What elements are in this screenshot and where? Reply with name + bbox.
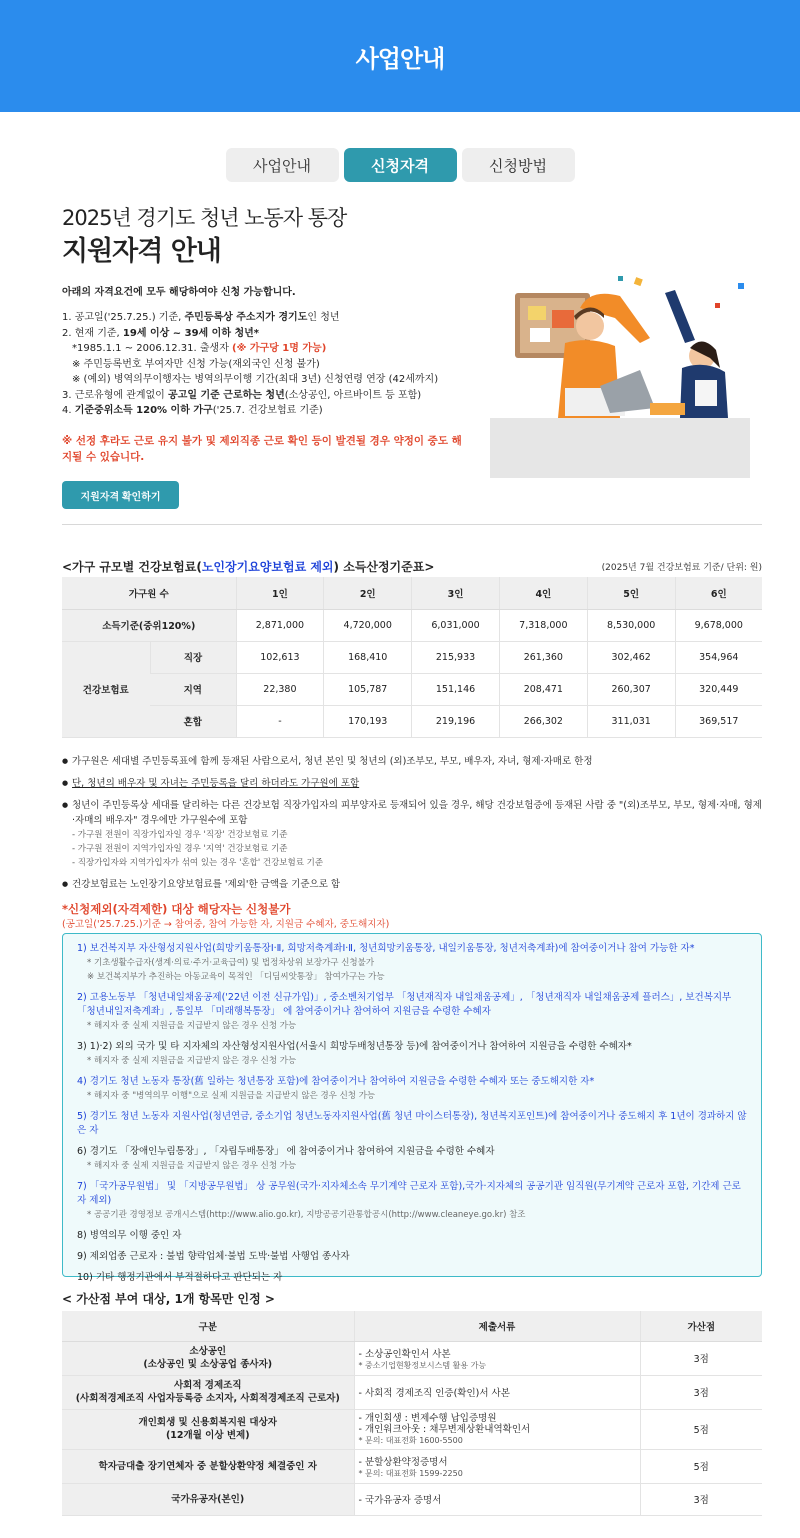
exclusion-item: 7) 「국가공무원법」 및 「지방공무원법」 상 공무원(국가·지자체소속 무기계약 근로자 포함),국가·지자체의 공공기관 임직원(무기계약 근로자 포함, 기간제 근로자 제외) * 공공기관 경영정보 공개시스템(http://www.alio.go.kr), 지방공공기관통합공시(http://www.cleaneye.go.kr) 참조 xyxy=(77,1181,741,1220)
note-item: ● 가구원은 세대별 주민등록표에 함께 등재된 사람으로서, 청년 본인 및 청년의 (외)조부모, 부모, 배우자, 자녀, 형제·자매로 한정 xyxy=(62,754,762,769)
exclusion-item: 3) 1)·2) 외의 국가 및 타 지자체의 자산형성지원사업(서울시 희망두배청년통장 등)에 참여중이거나 참여하여 지원금을 수령한 수혜자* * 해지자 중 실제 지원금을 지급받지 않은 경우 신청 가능 xyxy=(77,1041,632,1066)
note-subitem: - 가구원 전원이 직장가입자일 경우 '직장' 건강보험료 기준 xyxy=(72,830,288,840)
exclusion-item: 4) 경기도 청년 노동자 통장(舊 일하는 청년통장 포함)에 참여중이거나 참여하여 지원금을 수령한 수혜자 또는 중도해지한 자* * 해지자 중 "병역의무 이행"으로 실제 지원금을 지급받지 않은 경우 신청 가능 xyxy=(77,1076,595,1101)
page-header xyxy=(0,0,800,112)
table-row: 혼합 - 170,193 219,196 266,302 311,031 369,517 xyxy=(62,705,762,737)
condition-2: 2. 현재 기준, 19세 이상 ~ 39세 이하 청년* xyxy=(62,327,260,339)
exclusion-item: 5) 경기도 청년 노동자 지원사업(청년연금, 중소기업 청년노동자지원사업(舊 청년 마이스터통장), 청년복지포인트)에 참여중이거나 중도해지 후 1년이 경과하지 않은 자 xyxy=(77,1111,747,1136)
note-subitem: - 가구원 전원이 지역가입자일 경우 '지역' 건강보험료 기준 xyxy=(72,844,288,854)
exclusion-item: 8) 병역의무 이행 중인 자 xyxy=(77,1230,182,1241)
income-table-title: <가구 규모별 건강보험료(노인장기요양보험료 제외) 소득산정기준표> xyxy=(62,560,435,574)
table-row: 소상공인 (소상공인 및 소상공업 종사자) - 소상공인확인서 사본 * 중소기업현황정보시스템 활용 가능 3점 xyxy=(62,1341,762,1375)
note-subitem: - 직장가입자와 지역가입자가 섞여 있는 경우 '혼합' 건강보험료 기준 xyxy=(72,858,324,868)
table-row: 학자금대출 장기연체자 중 분할상환약정 체결중인 자 - 분할상환약정증명서 * 문의: 대표전화 1599-2250 5점 xyxy=(62,1449,762,1483)
warning-text: ※ 선정 후라도 근로 유지 불가 및 제외직종 근로 확인 등이 발견될 경우 약정이 중도 해지될 수 있습니다. xyxy=(62,435,462,463)
hero-title-line2: 지원자격 안내 xyxy=(62,236,221,267)
bonus-points-table xyxy=(62,1311,762,1516)
exclusion-item: 1) 보건복지부 자산형성지원사업(희망키움통장Ⅰ·Ⅱ, 희망저축계좌Ⅰ·Ⅱ, 청년희망키움통장, 내일키움통장, 청년저축계좌)에 참여중이거나 참여 가능한 자* * 기초생활수급자(생계·의료·주거·교육급여) 및 법정차상위 보장가구 신청불가 ※ 보건복지부가 추진하는 아동교육이 목적인 「디딤씨앗통장」 참여가구는 가능 xyxy=(77,943,695,982)
exclusion-item: 6) 경기도 「장애인누림통장」, 「자립두배통장」 에 참여중이거나 참여하여 지원금을 수령한 수혜자 * 해지자 중 실제 지원금을 지급받지 않은 경우 신청 가능 xyxy=(77,1146,495,1171)
table-row: 소득기준(중위120%) 2,871,000 4,720,000 6,031,000 7,318,000 8,530,000 9,678,000 xyxy=(62,609,762,641)
tab-how-to-apply[interactable]: 신청방법 xyxy=(462,148,575,182)
exclusion-item: 10) 기타 행정기관에서 부적절하다고 판단되는 자 xyxy=(77,1272,283,1283)
exclusion-title: *신청제외(자격제한) 대상 해당자는 신청불가 xyxy=(62,902,291,916)
condition-3: 3. 근로유형에 관계없이 공고일 기준 근로하는 청년(소상공인, 아르바이트 등 포함) xyxy=(62,389,422,401)
table-row: 국가유공자(본인) - 국가유공자 증명서 3점 xyxy=(62,1483,762,1515)
table-row: 사회적 경제조직 (사회적경제조직 사업자등록증 소지자, 사회적경제조직 근로자) - 사회적 경제조직 인증(확인)서 사본 3점 xyxy=(62,1375,762,1409)
table-header-row: 가구원 수 1인 2인 3인 4인 5인 6인 xyxy=(62,577,762,609)
check-eligibility-button[interactable]: 지원자격 확인하기 xyxy=(62,481,179,509)
section-divider xyxy=(62,524,762,525)
table-row: 개인회생 및 신용회복지원 대상자 (12개월 이상 변제) - 개인회생 : 변제수행 납입증명원 - 개인워크아웃 : 채무변제상환내역확인서 * 문의: 대표전화 1600-5500 5점 xyxy=(62,1409,762,1449)
condition-4: 4. 기준중위소득 120% 이하 가구('25.7. 건강보험료 기준) xyxy=(62,405,323,416)
income-table-unit: (2025년 7월 건강보험료 기준/ 단위: 원) xyxy=(601,563,762,573)
page-title: 사업안내 xyxy=(355,44,445,73)
condition-1: 1. 공고일('25.7.25.) 기준, 주민등록상 주소지가 경기도인 청년 xyxy=(62,312,340,323)
note-item: ● 청년이 주민등록상 세대를 달리하는 다른 건강보험 직장가입자의 피부양자로 등재되어 있을 경우, 해당 건강보험증에 등재된 사람 중 "(외)조부모, 부모, 형제·자매, 형제·자매의 배우자" 경우에만 가구원수에 포함 xyxy=(62,798,762,828)
table-row: 지역 22,380 105,787 151,146 208,471 260,307 320,449 xyxy=(62,673,762,705)
condition-2-note: ※ (예외) 병역의무이행자는 병역의무이행 기간(최대 3년) 신청연령 연장 (42세까지) xyxy=(72,374,439,385)
household-notes xyxy=(62,754,762,899)
table-header-row: 구분 제출서류 가산점 xyxy=(62,1311,762,1341)
exclusion-subtitle: (공고일('25.7.25.)기준 → 참여중, 참여 가능한 자, 지원금 수혜자, 중도해지자) xyxy=(62,919,390,930)
exclusion-box xyxy=(62,933,762,1283)
hero-intro: 아래의 자격요건에 모두 해당하여야 신청 가능합니다. xyxy=(62,287,296,298)
income-standard-table xyxy=(62,577,762,738)
note-item: ● 건강보험료는 노인장기요양보험료를 '제외'한 금액을 기준으로 함 xyxy=(62,877,762,892)
high-five-illustration xyxy=(470,268,770,488)
bonus-table-title: < 가산점 부여 대상, 1개 항목만 인정 > xyxy=(62,1292,275,1306)
conditions-list xyxy=(62,310,438,419)
tab-bar xyxy=(0,148,800,182)
tab-business-info[interactable]: 사업안내 xyxy=(226,148,339,182)
table-row: 건강보험료 직장 102,613 168,410 215,933 261,360 302,462 354,964 xyxy=(62,641,762,673)
hero-title-line1: 2025년 경기도 청년 노동자 통장 xyxy=(62,206,347,230)
exclusion-item: 2) 고용노동부 「청년내일채움공제('22년 이전 신규가입)」, 중소벤처기업부 「청년재직자 내일채움공제」, 「청년재직자 내일채움공제 플러스」, 보건복지부 「청년내일저축계좌」, 통일부 「미래행복통장」 에 참여중이거나 참여하여 지원금을 수령한 수혜자 * 해지자 중 실제 지원금을 지급받지 않은 경우 신청 가능 xyxy=(77,992,732,1031)
exclusion-item: 9) 제외업종 근로자 : 불법 향락업체·불법 도박·불법 사행업 종사자 xyxy=(77,1251,350,1262)
tab-eligibility[interactable]: 신청자격 xyxy=(344,148,457,182)
condition-2-note: *1985.1.1 ~ 2006.12.31. 출생자 (※ 가구당 1명 가능) xyxy=(72,343,327,354)
note-item: ● 단, 청년의 배우자 및 자녀는 주민등록을 달리 하더라도 가구원에 포함 xyxy=(62,776,762,791)
condition-2-note: ※ 주민등록번호 부여자만 신청 가능(재외국인 신청 불가) xyxy=(72,358,320,370)
